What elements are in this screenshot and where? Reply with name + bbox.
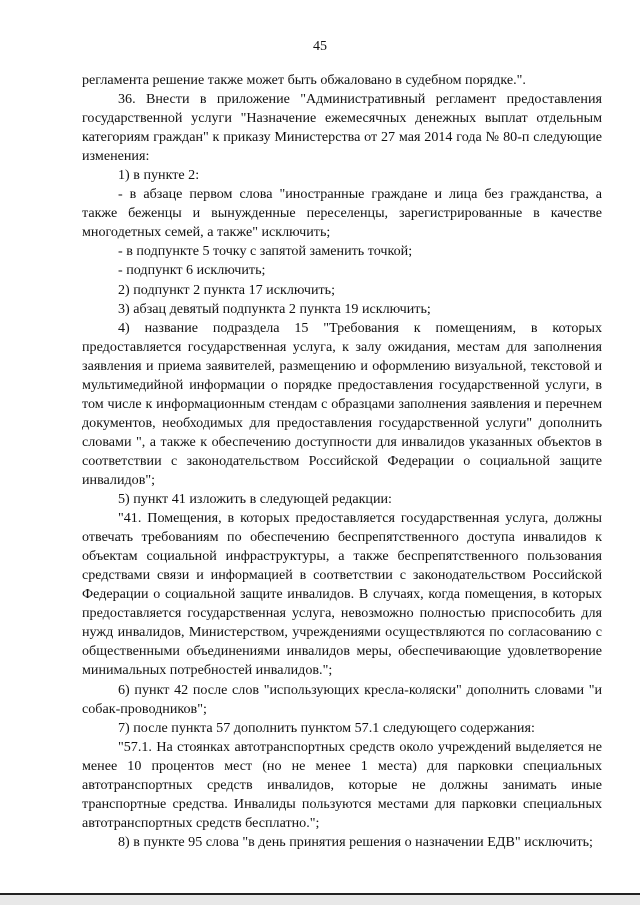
scan-bottom-shade: [0, 895, 640, 905]
paragraph-subitem-1: 1) в пункте 2:: [118, 167, 200, 184]
paragraph-subitem-4: 4) название подраздела 15 "Требования к помещениям, в которых предоставляется государственная услуга, к залу ожидания, местам для заполнения заявления и приема заявителей, размещению и оформлению визуальной, текстовой и мультимедийной информации о порядке предоставления государственной услуги, в том числе к информационным стендам с образцами заполнения заявления и перечнем документов, необходимых для предоставления государственной услуги" дополнить словами ", а также к обеспечению доступности для инвалидов указанных объектов в соответствии с законодательством Российской Федерации о социальной защите инвалидов";: [82, 319, 602, 488]
paragraph-quote-41: "41. Помещения, в которых предоставляется государственная услуга, должны отвечать требованиям по обеспечению беспрепятственного доступа инвалидов к объектам социальной инфраструктуры, а также беспрепятственного пользования средствами связи и информацией в соответствии с законодательством Российской Федерации о социальной защите инвалидов. В случаях, когда помещения, в которых предоставляется государственная услуга, невозможно полностью приспособить для нужд инвалидов, Министерством, учреждениями осуществляются по согласованию с общественными объединениями инвалидов меры, обеспечивающие удовлетворение минимальных потребностей инвалидов.";: [82, 510, 602, 679]
paragraph-subitem-5: 5) пункт 41 изложить в следующей редакции:: [118, 491, 392, 508]
paragraph-dash-2: - в подпункте 5 точку с запятой заменить точкой;: [118, 243, 413, 260]
paragraph-continuation: регламента решение также может быть обжаловано в судебном порядке.".: [82, 72, 526, 88]
page-number: 45: [313, 39, 327, 54]
paragraph-item-36: 36. Внести в приложение "Административный регламент предоставления государственной услуги "Назначение ежемесячных денежных выплат отдельным категориям граждан" к приказу Министерства от 27 мая 2014 года № 80-п следующие изменения:: [82, 91, 602, 165]
paragraph-subitem-7: 7) после пункта 57 дополнить пунктом 57.1 следующего содержания:: [118, 719, 535, 736]
paragraph-dash-1: - в абзаце первом слова "иностранные граждане и лица без гражданства, а также беженцы и вынужденные переселенцы, зарегистрированные в качестве многодетных семей, а также" исключить;: [82, 186, 602, 241]
paragraph-subitem-2: 2) подпункт 2 пункта 17 исключить;: [118, 281, 335, 298]
paragraph-subitem-3: 3) абзац девятый подпункта 2 пункта 19 исключить;: [118, 300, 431, 317]
paragraph-quote-57-1: "57.1. На стоянках автотранспортных средств около учреждений выделяется не менее 10 процентов мест (но не менее 1 места) для парковки специальных автотранспортных средств инвалидов, которые не должны занимать иные транспортные средства. Инвалиды пользуются местами для парковки специальных автотранспортных средств бесплатно.";: [82, 738, 602, 831]
paragraph-subitem-8: 8) в пункте 95 слова "в день принятия решения о назначении ЕДВ" исключить;: [118, 833, 593, 850]
paragraph-dash-3: - подпункт 6 исключить;: [118, 262, 266, 279]
paragraph-subitem-6: 6) пункт 42 после слов "использующих кресла-коляски" дополнить словами "и собак-проводников";: [82, 681, 602, 717]
document-body: [82, 71, 602, 852]
